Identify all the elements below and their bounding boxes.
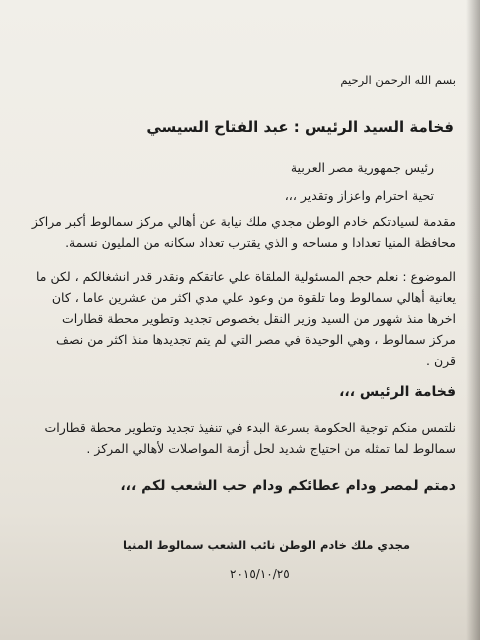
subject-line: اخرها منذ شهور من السيد وزير النقل بخصوص تجديد وتطوير محطة قطارات xyxy=(62,311,456,326)
subject-line: يعانية أهالي سمالوط وما تلقوة من وعود علي مدي اكثر من عشرين عاما ، كان xyxy=(51,290,456,305)
intro-line: مقدمة لسيادتكم خادم الوطن مجدي ملك نيابة عن أهالي مركز سمالوط أكبر مراكز xyxy=(31,214,456,229)
page-edge-shadow xyxy=(466,0,480,640)
intro-line: محافظة المنيا تعدادا و مساحه و الذي يقترب تعداد سكانه من المليون نسمة. xyxy=(65,235,456,250)
addressee-position: رئيس جمهورية مصر العربية xyxy=(290,160,434,175)
salutation: فخامة الرئيس ،،، xyxy=(339,384,456,400)
subject-line: الموضوع : نعلم حجم المسئولية الملقاة علي عاتقكم ونقدر قدر انشغالكم ، لكن ما xyxy=(36,269,456,284)
request-line: سمالوط لما تمثله من احتياج شديد لحل أزمة المواصلات لأهالي المركز . xyxy=(86,441,456,456)
request-line: نلتمس منكم توجية الحكومة بسرعة البدء في تنفيذ تجديد وتطوير محطة قطارات xyxy=(44,420,456,435)
signature: مجدي ملك خادم الوطن نائب الشعب سمالوط المنيا xyxy=(123,538,410,552)
basmala: بسم الله الرحمن الرحيم xyxy=(340,73,456,87)
closing-line: دمتم لمصر ودام عطائكم ودام حب الشعب لكم ،،، xyxy=(120,478,456,494)
greeting: تحية احترام واعزاز وتقدير ،،، xyxy=(284,188,434,203)
addressee-title: فخامة السيد الرئيس : عبد الفتاح السيسي xyxy=(146,118,454,136)
subject-line: قرن . xyxy=(426,353,456,368)
subject-line: مركز سمالوط ، وهي الوحيدة في مصر التي لم يتم تجديدها منذ اكثر من نصف xyxy=(56,332,456,347)
letter-date: ٢٠١٥/١٠/٢٥ xyxy=(230,567,290,581)
